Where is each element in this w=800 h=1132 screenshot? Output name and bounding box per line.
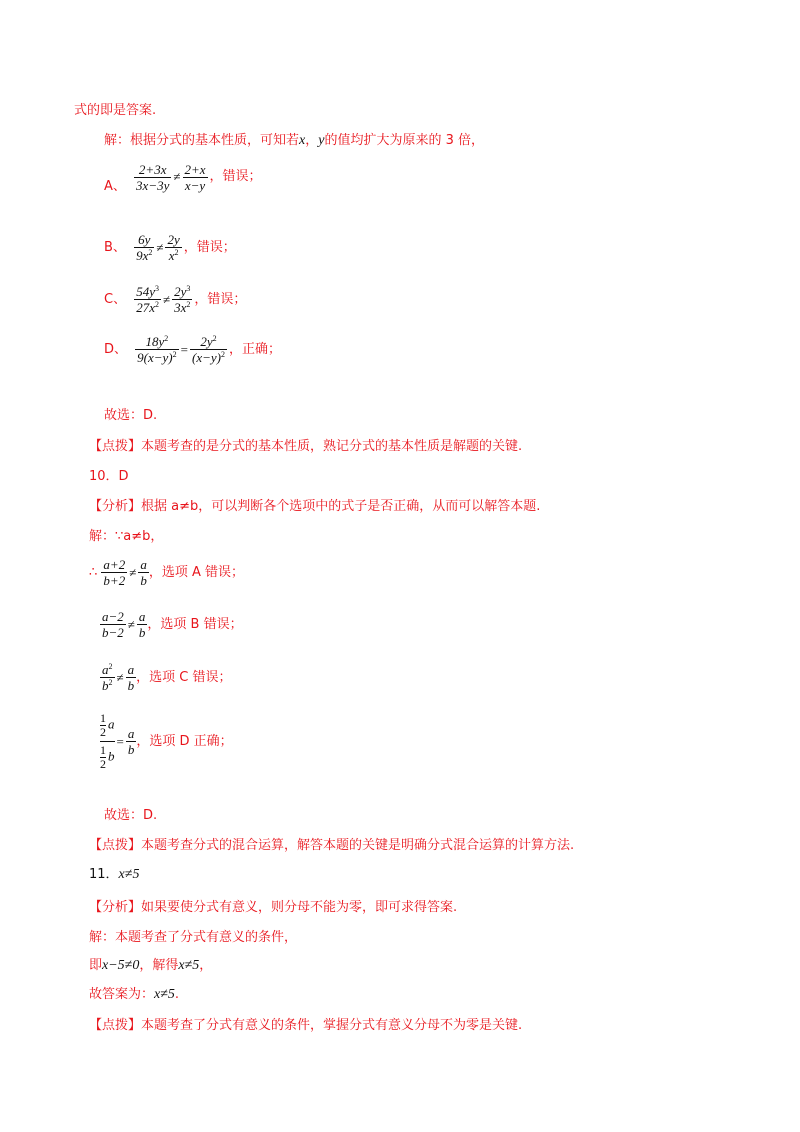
denominator: b — [140, 573, 147, 588]
fraction — [134, 162, 171, 193]
numerator: a — [140, 557, 147, 572]
verdict-text: ，选项 D 正确； — [136, 733, 233, 749]
option-a — [104, 158, 262, 196]
relation-symbol: = — [116, 733, 124, 749]
math-variable: y — [318, 133, 325, 148]
solution-line: 解：本题考查了分式有意义的条件， — [89, 930, 298, 945]
option-d — [104, 334, 281, 365]
solution-step — [89, 957, 212, 975]
numerator — [135, 334, 178, 350]
fraction — [183, 162, 208, 193]
fraction — [135, 334, 178, 365]
half-fraction — [100, 712, 106, 739]
relation-symbol: ≠ — [163, 291, 171, 307]
denominator-text: 9(x−y) — [137, 350, 173, 365]
verdict-text: ，选项 A 错误； — [148, 564, 245, 580]
denominator: b−2 — [102, 625, 124, 640]
fraction — [172, 284, 192, 315]
text-span: ， — [305, 133, 319, 148]
fraction — [138, 557, 149, 588]
numerator: 2+3x — [134, 162, 171, 178]
text-span: ， — [199, 958, 213, 973]
math-expression: x≠5 — [154, 987, 175, 1002]
math-expression: x−5≠0 — [102, 958, 140, 973]
variable: a — [108, 716, 115, 732]
choice-line: 故选：D. — [104, 808, 158, 823]
verdict-text: ，错误； — [209, 169, 262, 184]
denominator: b — [138, 625, 146, 640]
solution-intro — [104, 132, 484, 150]
complex-fraction — [100, 712, 115, 771]
exponent: 2 — [174, 248, 179, 257]
relation-symbol: ≠ — [127, 616, 135, 632]
text-span: 即 — [89, 958, 103, 973]
denominator-text: b — [102, 678, 109, 693]
question-number: 10．D — [89, 469, 129, 484]
exponent: 2 — [155, 300, 159, 309]
denominator — [134, 300, 161, 315]
option-label: D、 — [104, 341, 128, 357]
numerator-text: 2y — [174, 284, 187, 299]
math-expression: x≠5 — [178, 958, 200, 973]
solution-line: 解：∵a≠b， — [89, 529, 164, 544]
text-span: ，解得 — [139, 958, 179, 973]
exponent: 3 — [155, 284, 159, 293]
step-c — [100, 662, 231, 693]
numerator: a — [127, 662, 135, 677]
numerator: a−2 — [102, 609, 124, 624]
tip-line: 【点拨】本题考查的是分式的基本性质，熟记分式的基本性质是解题的关键. — [89, 439, 523, 454]
exponent: 2 — [108, 678, 113, 687]
verdict-text: ，错误； — [194, 291, 247, 307]
denominator: 3x−3y — [136, 177, 170, 193]
relation-symbol: ≠ — [156, 239, 164, 255]
denominator — [135, 350, 178, 365]
relation-symbol: = — [180, 341, 188, 357]
relation-symbol: ≠ — [116, 669, 124, 685]
exponent: 3 — [186, 284, 191, 293]
denominator: x−y — [184, 177, 206, 193]
fraction — [101, 557, 127, 588]
option-label: C、 — [104, 291, 127, 307]
denominator-text: (x−y) — [191, 350, 221, 365]
numerator — [134, 284, 161, 300]
relation-symbol: ≠ — [129, 564, 137, 580]
text-span: 的值均扩大为原来的 3 倍， — [324, 133, 485, 148]
analysis-line: 【分析】根据 a≠b，可以判断各个选项中的式子是否正确，从而可以解答本题. — [89, 499, 541, 514]
step-a — [89, 557, 244, 588]
relation-symbol: ≠ — [173, 169, 181, 184]
denominator-text: 9x — [136, 248, 149, 263]
numerator: 1 — [100, 711, 106, 725]
denominator: b — [127, 742, 135, 757]
exponent: 2 — [148, 248, 153, 257]
denominator: 2 — [100, 725, 106, 739]
numerator — [190, 334, 227, 350]
complex-numerator — [100, 712, 115, 742]
text-span: 故答案为： — [89, 987, 155, 1002]
numerator — [100, 662, 115, 678]
denominator — [100, 678, 115, 693]
option-label: B、 — [104, 239, 126, 255]
fraction — [134, 232, 154, 263]
exponent: 2 — [164, 334, 169, 343]
option-b — [104, 232, 236, 263]
option-c — [104, 284, 246, 315]
choice-line: 故选：D. — [104, 408, 158, 423]
fraction — [126, 662, 137, 693]
fraction — [134, 284, 161, 315]
therefore-symbol: ∴ — [89, 564, 98, 580]
denominator-text: x — [168, 248, 175, 263]
answer-math: x≠5 — [118, 867, 140, 882]
text-line: 式的即是答案. — [74, 103, 157, 118]
tip-line: 【点拨】本题考查分式的混合运算，解答本题的关键是明确分式混合运算的计算方法. — [89, 838, 575, 853]
denominator-text: 27x — [136, 300, 155, 315]
exponent: 2 — [212, 334, 217, 343]
math-variable: x — [299, 133, 306, 148]
tip-line: 【点拨】本题考查了分式有意义的条件，掌握分式有意义分母不为零是关键. — [89, 1018, 523, 1033]
numerator: a — [138, 609, 146, 624]
numerator: 2+x — [184, 161, 206, 177]
denominator: b+2 — [103, 573, 126, 588]
step-d — [100, 712, 233, 771]
verdict-text: ，正确； — [228, 341, 281, 357]
fraction — [165, 232, 181, 263]
complex-denominator — [100, 742, 115, 771]
numerator-text: a — [102, 662, 109, 677]
numerator-text: 2y — [200, 334, 213, 349]
exponent: 2 — [172, 350, 177, 359]
numerator — [172, 284, 192, 300]
denominator-text: 3x — [174, 300, 187, 315]
numerator: 6y — [134, 232, 154, 248]
numerator: 2y — [167, 232, 180, 247]
exponent: 2 — [220, 350, 225, 359]
denominator — [172, 300, 192, 315]
verdict-text: ，选项 C 错误； — [136, 669, 232, 685]
denominator — [165, 248, 181, 263]
numerator: a+2 — [103, 557, 126, 572]
fraction — [126, 726, 137, 757]
answer-line — [89, 986, 179, 1004]
variable: b — [108, 748, 115, 764]
text-span: . — [174, 987, 180, 1002]
verdict-text: ，错误； — [183, 239, 236, 255]
exponent: 2 — [108, 662, 113, 671]
option-label: A、 — [104, 179, 126, 194]
numerator: a — [127, 726, 135, 741]
fraction — [137, 609, 148, 640]
fraction — [100, 609, 126, 640]
verdict-text: ，选项 B 错误； — [147, 616, 243, 632]
fraction — [100, 662, 115, 693]
question-number: 11． — [89, 867, 119, 882]
numerator-text: 18y — [145, 334, 165, 349]
numerator: 1 — [100, 743, 106, 757]
denominator — [134, 248, 154, 263]
numerator-text: 54y — [136, 284, 155, 299]
analysis-line: 【分析】如果要使分式有意义，则分母不能为零，即可求得答案. — [89, 900, 458, 915]
denominator: 2 — [100, 757, 106, 771]
question-11 — [89, 866, 139, 884]
fraction — [190, 334, 227, 365]
exponent: 2 — [186, 300, 191, 309]
half-fraction — [100, 744, 106, 771]
denominator — [190, 350, 227, 365]
step-b — [100, 609, 243, 640]
text-span: 解：根据分式的基本性质，可知若 — [104, 133, 300, 148]
denominator: b — [127, 678, 135, 693]
